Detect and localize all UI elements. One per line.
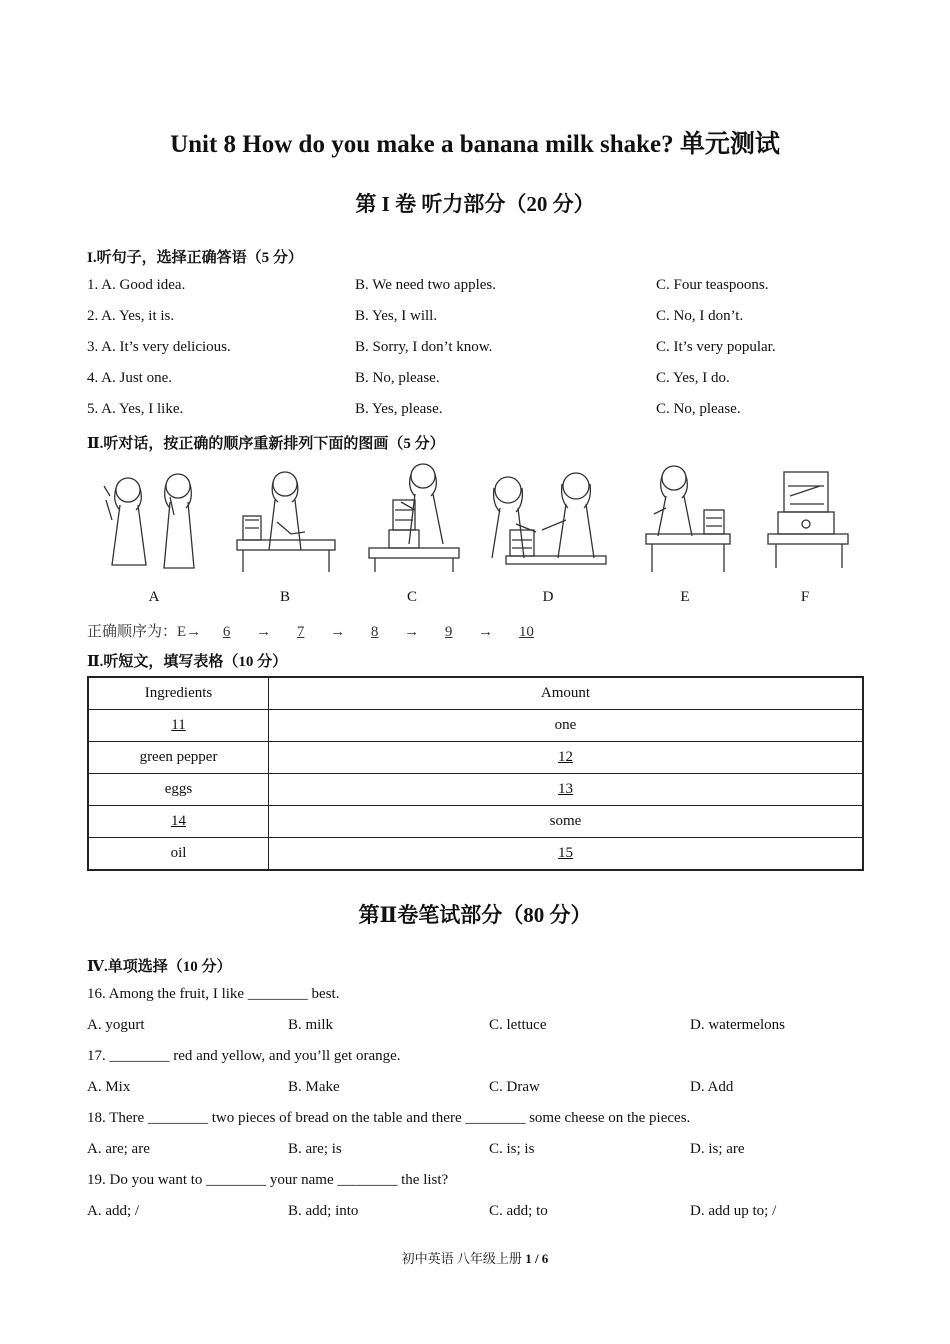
header-amount: Amount — [269, 677, 864, 710]
blank-11: 11 — [171, 717, 186, 733]
section3-heading: Ⅱ.听短文，填写表格（10 分） — [87, 654, 288, 670]
question-option: C. Draw — [489, 1079, 540, 1095]
question-option: C. lettuce — [489, 1017, 547, 1033]
question-option: B. add; into — [288, 1203, 359, 1219]
table-row — [88, 806, 863, 838]
section4-heading: Ⅳ.单项选择（10 分） — [87, 959, 232, 975]
blank-13: 13 — [558, 781, 573, 797]
table-row — [88, 742, 863, 774]
page-number: 1 / 6 — [525, 1251, 549, 1266]
order-blank-7: 7 — [296, 624, 305, 640]
picture-f — [764, 460, 854, 575]
question-2-option-c: C. No, I don’t. — [656, 308, 744, 324]
question-stem: 19. Do you want to ________ your name ________ the list? — [87, 1172, 449, 1188]
question-option: C. add; to — [489, 1203, 548, 1219]
ingredient-cell: oil — [88, 838, 269, 871]
picture-label-c: C — [406, 589, 417, 605]
order-arrow: → — [478, 624, 494, 640]
table-row — [88, 838, 863, 871]
picture-e — [632, 460, 732, 575]
order-line — [87, 620, 548, 641]
question-option: C. is; is — [489, 1141, 535, 1157]
question-option: A. yogurt — [87, 1017, 145, 1033]
order-blank-9: 9 — [444, 624, 453, 640]
picture-d — [486, 460, 611, 575]
question-3-option-b: B. Sorry, I don’t know. — [355, 339, 493, 355]
part2-title: 第Ⅱ卷笔试部分（80 分） — [358, 903, 592, 927]
picture-label-e: E — [680, 589, 690, 605]
order-blank-8: 8 — [370, 624, 379, 640]
question-stem: 17. ________ red and yellow, and you’ll get orange. — [87, 1048, 401, 1064]
question-option: A. are; are — [87, 1141, 150, 1157]
question-option: A. add; / — [87, 1203, 140, 1219]
header-ingredients: Ingredients — [88, 677, 269, 710]
order-arrow: → — [256, 624, 272, 640]
question-3-option-c: C. It’s very popular. — [656, 339, 776, 355]
section1-heading: I.听句子，选择正确答语（5 分） — [87, 250, 303, 266]
amount-cell: one — [269, 710, 864, 742]
question-stem: 18. There ________ two pieces of bread on the table and there ________ some cheese on the pieces. — [87, 1110, 691, 1126]
question-5-option-a: 5. A. Yes, I like. — [87, 401, 184, 417]
question-5-option-b: B. Yes, please. — [355, 401, 443, 417]
question-4-option-b: B. No, please. — [355, 370, 440, 386]
question-option: D. watermelons — [690, 1017, 785, 1033]
ingredient-cell: green pepper — [88, 742, 269, 774]
question-1-option-b: B. We need two apples. — [355, 277, 496, 293]
order-prefix: 正确顺序为：E→ — [87, 624, 202, 640]
blank-14: 14 — [171, 813, 186, 829]
table-row — [88, 710, 863, 742]
picture-c — [367, 460, 462, 575]
question-1-option-c: C. Four teaspoons. — [656, 277, 769, 293]
question-2-option-b: B. Yes, I will. — [355, 308, 438, 324]
amount-cell: some — [269, 806, 864, 838]
question-4-option-a: 4. A. Just one. — [87, 370, 173, 386]
footer-text: 初中英语 八年级上册 — [401, 1251, 526, 1266]
table-header-row — [88, 677, 863, 710]
blank-15: 15 — [558, 845, 573, 861]
question-option: B. are; is — [288, 1141, 342, 1157]
question-option: D. add up to; / — [690, 1203, 777, 1219]
question-4-option-c: C. Yes, I do. — [656, 370, 730, 386]
blank-12: 12 — [558, 749, 573, 765]
question-option: B. Make — [288, 1079, 340, 1095]
question-option: A. Mix — [87, 1079, 131, 1095]
order-blank-6: 6 — [222, 624, 231, 640]
order-arrow: → — [330, 624, 346, 640]
ingredient-cell: eggs — [88, 774, 269, 806]
question-stem: 16. Among the fruit, I like ________ best. — [87, 986, 340, 1002]
question-option: D. Add — [690, 1079, 734, 1095]
question-5-option-c: C. No, please. — [656, 401, 741, 417]
ingredients-table — [87, 676, 864, 871]
question-2-option-a: 2. A. Yes, it is. — [87, 308, 175, 324]
picture-label-a: A — [148, 589, 160, 605]
table-row — [88, 774, 863, 806]
section2-heading: Ⅱ.听对话，按正确的顺序重新排列下面的图画（5 分） — [87, 436, 445, 452]
order-blank-10: 10 — [518, 624, 534, 640]
page-footer — [0, 1248, 950, 1267]
order-arrow: → — [404, 624, 420, 640]
picture-label-d: D — [542, 589, 554, 605]
part1-title: 第 I 卷 听力部分（20 分） — [355, 192, 595, 216]
question-3-option-a: 3. A. It’s very delicious. — [87, 339, 231, 355]
picture-a — [100, 460, 210, 575]
question-option: D. is; are — [690, 1141, 745, 1157]
picture-b — [233, 460, 338, 575]
page-title: Unit 8 How do you make a banana milk shake? 单元测试 — [170, 131, 780, 158]
question-option: B. milk — [288, 1017, 334, 1033]
picture-label-f: F — [800, 589, 810, 605]
picture-label-b: B — [279, 589, 290, 605]
question-1-option-a: 1. A. Good idea. — [87, 277, 186, 293]
